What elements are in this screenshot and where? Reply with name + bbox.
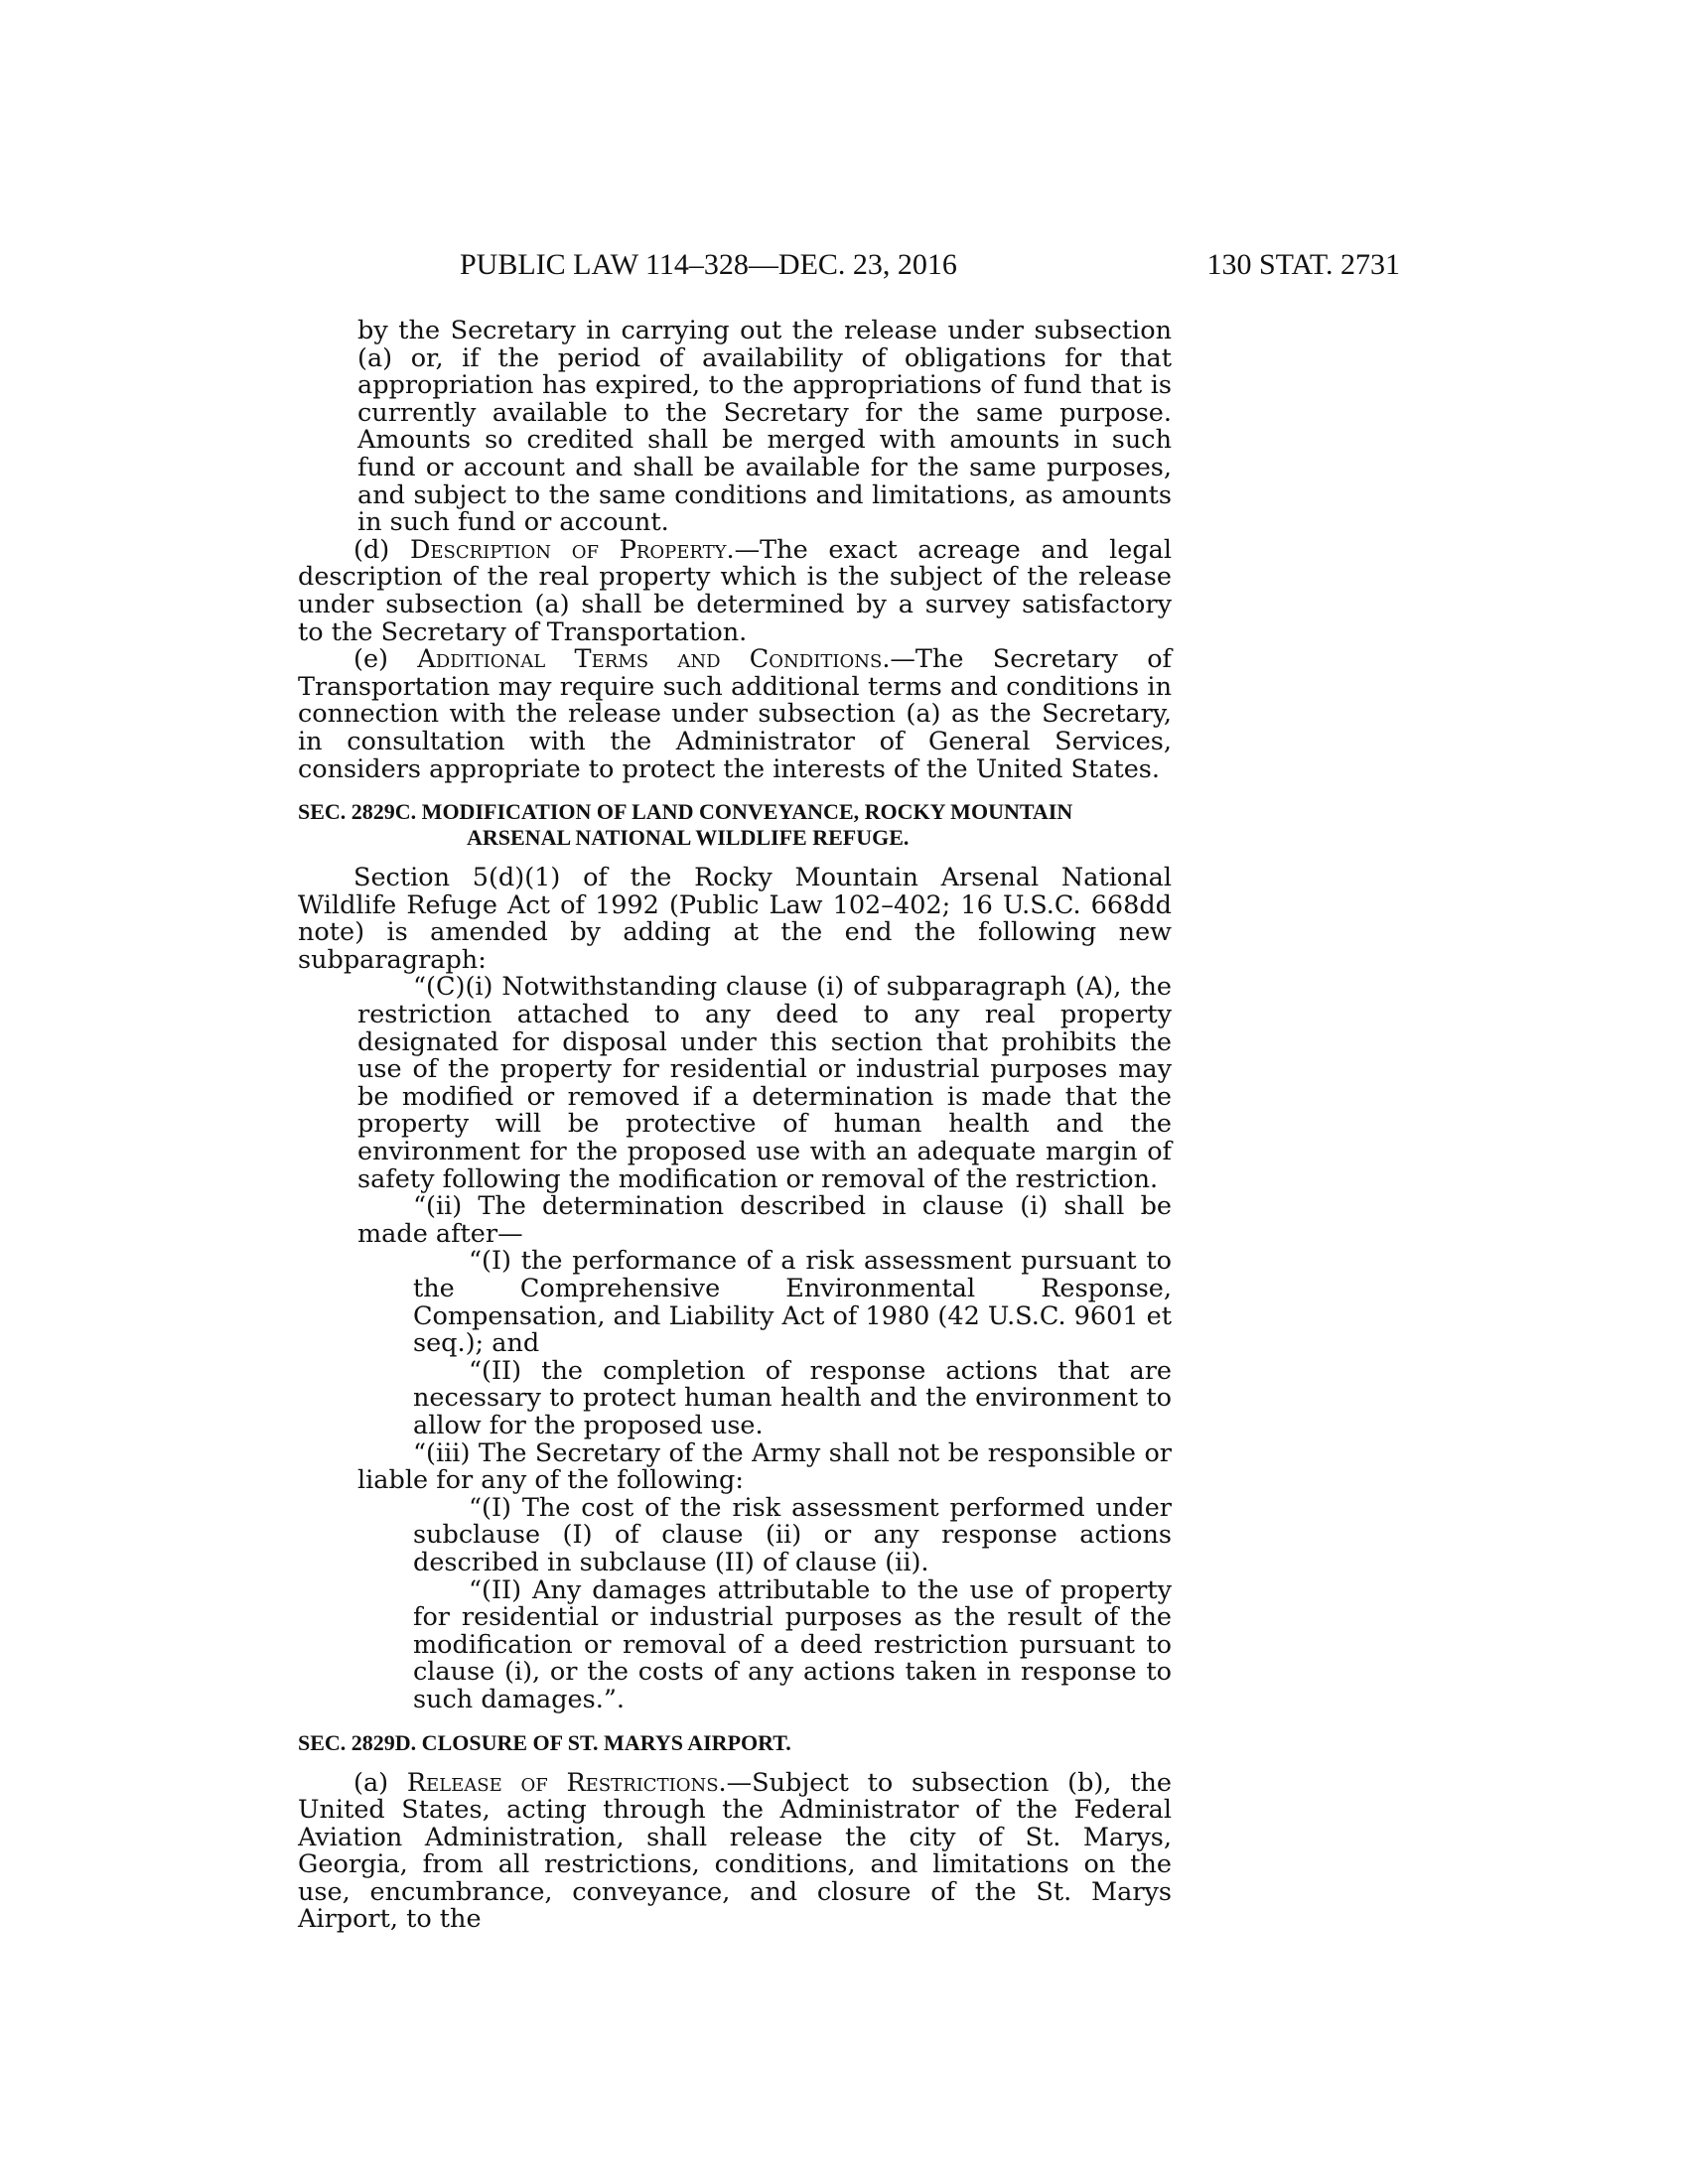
- subsection-d-label: (d): [353, 534, 410, 565]
- section-2829d-heading: SEC. 2829D. CLOSURE OF ST. MARYS AIRPORT.: [298, 1729, 791, 1755]
- subsection-c-continuation: by the Secretary in carrying out the release under subsection (a) or, if the period of availability of obligations for that appropriation has expired, to the appropriations of fund that is currently available to the Secretary for the same purpose. Amounts so credited shall be merged with amounts in such fund or account and shall be available for the same purposes, and subject to the same conditions and limitations, as amounts in such fund or account.: [357, 316, 1172, 538]
- page-body: [298, 318, 1172, 1934]
- subsection-d: [298, 534, 1172, 647]
- page-header: [298, 248, 1400, 288]
- subsection-a-release: [298, 1767, 1172, 1935]
- section-2829c-intro: Section 5(d)(1) of the Rocky Mountain Arsenal National Wildlife Refuge Act of 1992 (Public Law 102–402; 16 U.S.C. 668dd note) is amended by adding at the end the following new subparagraph:: [298, 863, 1172, 975]
- subsection-e-body: .—The Secretary of Transportation may require such additional terms and conditions in connection with the release under subsection (a) as the Secretary, in consultation with the Administrator of General Services, considers appropriate to protect the interests of the United States.: [298, 644, 1172, 784]
- subclause-c-iii-I: “(I) The cost of the risk assessment performed under subclause (I) of clause (ii) or any response actions described in subclause (II) of clause (ii).: [413, 1492, 1172, 1577]
- clause-c-ii: “(ii) The determination described in clause (i) shall be made after—: [357, 1191, 1172, 1249]
- subsection-d-body: .—The exact acreage and legal description of the real property which is the subject of the release under subsection (a) shall be determined by a survey satisfactory to the Secretary of Transportation.: [298, 534, 1172, 647]
- subclause-c-iii-II: “(II) Any damages attributable to the use of property for residential or industrial purposes as the result of the modification or removal of a deed restriction pursuant to clause (i), or the costs of any actions taken in response to such damages.”.: [413, 1574, 1172, 1714]
- section-2829c-heading: [298, 799, 1172, 851]
- subsection-e-label: (e): [353, 644, 418, 675]
- subsection-a-heading: Release of Restrictions: [406, 1767, 719, 1798]
- subclause-c-ii-I: “(I) the performance of a risk assessment pursuant to the Comprehensive Environmental Response, Compensation, and Liability Act of 1980 (42 U.S.C. 9601 et seq.); and: [413, 1246, 1172, 1359]
- subsection-a-body: .—Subject to subsection (b), the United States, acting through the Administrator of the Federal Aviation Administration, shall release the city of St. Marys, Georgia, from all restrictions, conditions, and limitations on the use, encumbrance, conveyance, and closure of the St. Marys Airport, to the: [298, 1767, 1172, 1935]
- section-2829c-heading-line-2: ARSENAL NATIONAL WILDLIFE REFUGE.: [467, 825, 910, 851]
- subsection-e: [298, 646, 1172, 783]
- clause-c-iii: “(iii) The Secretary of the Army shall not be responsible or liable for any of the following:: [357, 1437, 1172, 1496]
- clause-c-i: “(C)(i) Notwithstanding clause (i) of subparagraph (A), the restriction attached to any deed to any real property designated for disposal under this section that prohibits the use of the property for residential or industrial purposes may be modified or removed if a determination is made that the property will be protective of human health and the environment for the proposed use with an adequate margin of safety following the modification or removal of the restriction.: [357, 972, 1172, 1194]
- page-number: 130 STAT. 2731: [1206, 248, 1400, 281]
- running-head: PUBLIC LAW 114–328—DEC. 23, 2016: [460, 248, 957, 281]
- section-2829c-heading-line-1: SEC. 2829C. MODIFICATION OF LAND CONVEYANCE, ROCKY MOUNTAIN: [298, 799, 1073, 825]
- subsection-d-heading: Description of Property: [409, 534, 727, 565]
- subsection-a-label: (a): [353, 1767, 407, 1798]
- subsection-e-heading: Additional Terms and Conditions: [417, 644, 883, 675]
- subclause-c-ii-II: “(II) the completion of response actions that are necessary to protect human health and the environment to allow for the proposed use.: [413, 1355, 1172, 1440]
